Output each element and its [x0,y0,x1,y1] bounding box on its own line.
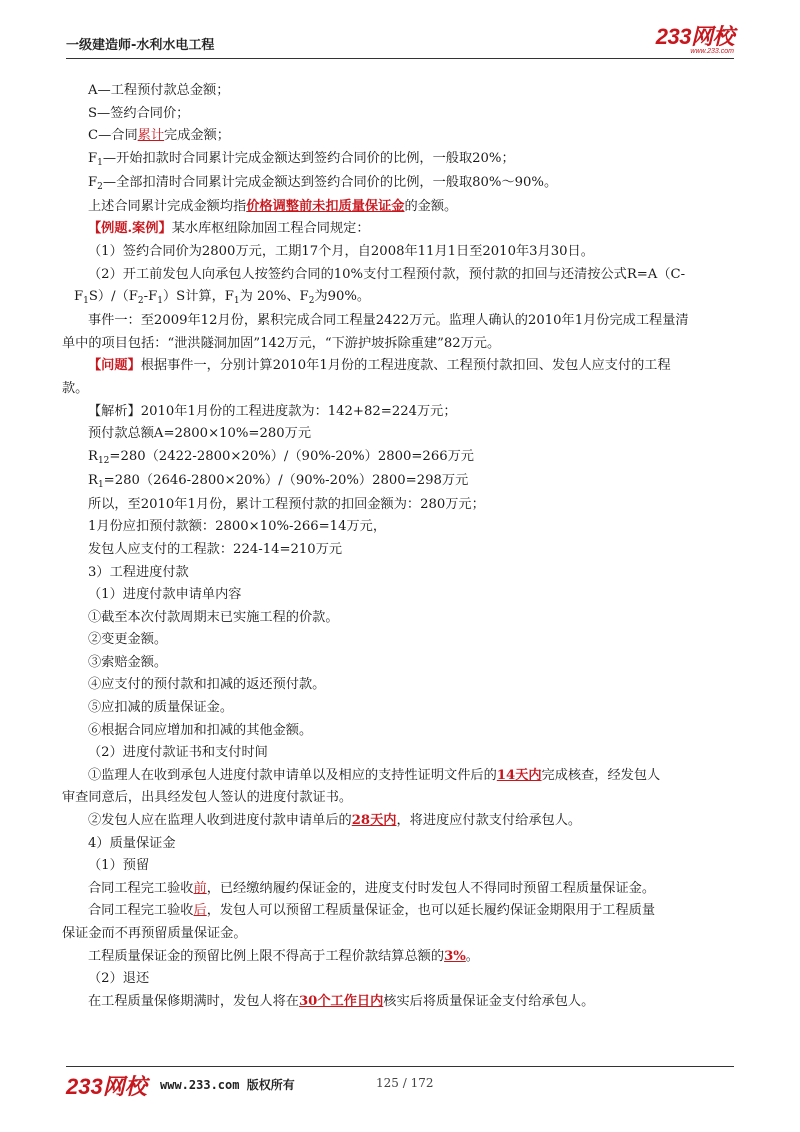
list-item: ⑤应扣减的质量保证金。 [88,700,234,716]
text-line: $R_1=280(2646-2800\times 20\%)/(90\%-20\%)2800=298$万元 [88,472,469,490]
document-body [62,80,748,1013]
text-line: $F_2—$全部扣清时合同累计完成金额达到签约合同价的比例，一般取80%～90%。 [88,174,558,192]
highlight-term: 30个工作日内 [299,993,384,1009]
text-line: 单中的项目包括：“泄洪隧洞加固”142万元，“下游护坡拆除重建”82万元。 [62,335,501,351]
header-logo[interactable] [656,26,734,56]
text-line: 工程质量保证金的预留比例上限不得高于工程价款结算总额的3%。 [88,948,479,964]
logo-url: www.233.com [690,48,734,55]
subsection-heading: （2）进度付款证书和支付时间 [88,745,268,761]
text-line: 【解析】2010年1月份的工程进度款为：142+82=224万元； [88,403,457,419]
text-line: （1）签约合同价为2800万元，工期17个月，自2008年11月1日至2010年3月30日。 [88,243,594,259]
header-divider [66,58,734,59]
text-line: $F_1—$开始扣款时合同累计完成金额达到签约合同价的比例，一般取20%； [88,150,515,168]
text-line: $F_1S)/(F_2-F_1)S$计算，$F_1$为 20%、$F_2$为90%。 [74,289,371,307]
highlight-term: 3% [444,948,466,964]
list-item: ④应支付的预付款和扣减的返还预付款。 [88,677,326,693]
list-item: ⑥根据合同应增加和扣减的其他金额。 [88,722,313,738]
text-line: 合同工程完工验收后，发包人可以预留工程质量保证金，也可以延长履约保证金期限用于工程质量 [88,903,656,919]
text-line: 1月份应扣预付款额：2800×10%-266=14万元， [88,519,387,535]
text-line: 【问题】根据事件一，分别计算2010年1月份的工程进度款、工程预付款扣回、发包人应支付的工程 [88,358,671,374]
page-header [66,26,734,60]
text-line: $R_{12}=280(2422-2800\times 20\%)/(90\%-20\%)2800=266$万元 [88,448,474,466]
highlight-term: 价格调整前未扣质量保证金 [246,198,405,214]
text-line: 在工程质量保修期满时，发包人将在30个工作日内核实后将质量保证金支付给承包人。 [88,993,595,1009]
subsection-heading: （1）进度付款申请单内容 [88,587,242,603]
logo-text: 233网校 [655,24,734,49]
list-item: ①截至本次付款周期末已实施工程的价款。 [88,609,339,625]
text-line: 发包人应支付的工程款：224-14=210万元 [88,541,343,557]
highlight-term: 累计 [137,128,165,144]
highlight-term: 28天内 [351,813,397,829]
text-line: 上述合同累计完成金额均指价格调整前未扣质量保证金的金额。 [88,198,458,214]
text-line: 款。 [62,380,89,396]
text-line: C—合同累计完成金额； [88,128,230,144]
text-line: S—签约合同价； [88,105,190,121]
text-line: 合同工程完工验收前，已经缴纳履约保证金的，进度支付时发包人不得同时预留工程质量保证金。 [88,880,656,896]
example-tag: 【例题.案例】 [88,221,172,237]
section-heading: 3）工程进度付款 [88,564,189,580]
text-line: 保证金而不再预留质量保证金。 [62,926,247,941]
text-line: 【例题.案例】某水库枢纽除加固工程合同规定： [88,221,370,237]
question-tag: 【问题】 [88,358,141,374]
text-line: A—工程预付款总金额； [88,83,230,98]
list-item: ①监理人在收到承包人进度付款申请单以及相应的支持性证明文件后的14天内完成核查，经发包人 [88,767,661,783]
text-line: 事件一：至2009年12月份，累积完成合同工程量2422万元。监理人确认的2010年1月份完成工程量清 [88,313,689,329]
footer-copyright: www.233.com 版权所有 [160,1078,295,1092]
header-title: 一级建造师-水利水电工程 [66,38,215,53]
footer-logo[interactable]: 233网校 [66,1074,147,1099]
subsection-heading: （2）退还 [88,971,150,987]
text-line: 审查同意后，出具经发包人签认的进度付款证书。 [62,790,353,806]
list-item: ②发包人应在监理人收到进度付款申请单后的28天内，将进度应付款支付给承包人。 [88,813,582,829]
highlight-term: 后 [193,903,207,919]
text-line: 预付款总额A=2800×10%=280万元 [88,426,312,442]
list-item: ②变更金额。 [88,632,168,648]
subsection-heading: （1）预留 [88,858,150,874]
page-number: 125 / 172 [376,1076,434,1090]
text-line: 所以，至2010年1月份，累计工程预付款的扣回金额为：280万元； [88,496,485,512]
highlight-term: 前 [193,880,207,896]
section-heading: 4）质量保证金 [88,835,176,851]
list-item: ③索赔金额。 [88,654,168,670]
highlight-term: 14天内 [496,767,542,783]
text-line: （2）开工前发包人向承包人按签约合同的10%支付工程预付款，预付款的扣回与还清按公式R=A（C- [88,266,686,282]
footer-divider [66,1066,734,1067]
